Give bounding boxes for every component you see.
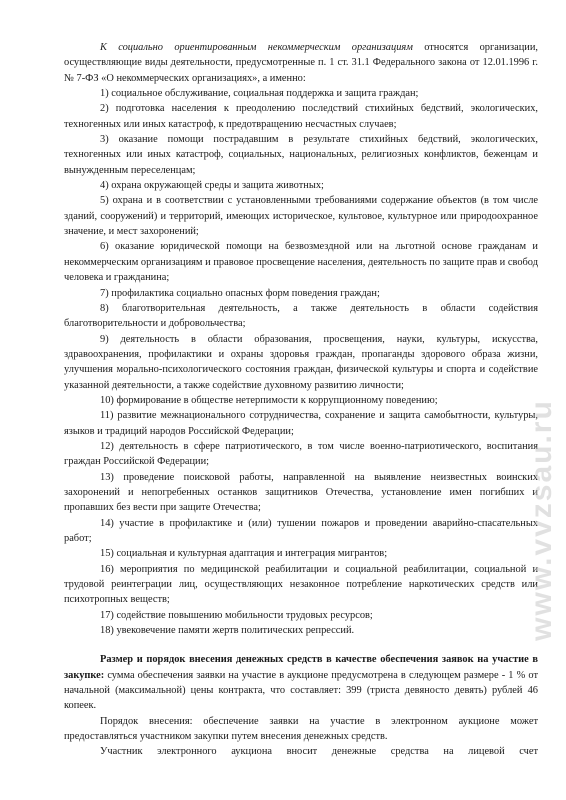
list-item: 12) деятельность в сфере патриотического, в том числе военно-патриотического, воспитания граждан Российской Федерации;: [64, 440, 538, 468]
intro-paragraph: [64, 40, 538, 86]
list-item: 5) охрана и в соответствии с установленными требованиями содержание объектов (в том числе зданий, сооружений) и территорий, имеющих историческое, культовое, культурное или природоохранное значение, и мест захоронений;: [64, 195, 538, 238]
list-item: 7) профилактика социально опасных форм поведения граждан;: [100, 287, 380, 299]
security-heading: Размер и порядок внесения денежных средств в качестве обеспечения заявок на участие в закупке:: [64, 654, 538, 681]
list-item: 14) участие в профилактике и (или) тушении пожаров и проведении аварийно-спасательных работ;: [64, 517, 538, 544]
list-item: 11) развитие межнационального сотрудничества, сохранение и защита самобытности, культуры, языков и традиций народов Российской Федерации;: [64, 410, 538, 437]
list-item: 15) социальная и культурная адаптация и интеграция мигрантов;: [100, 548, 388, 560]
watermark-text: www.vvzsau.ru: [525, 399, 558, 641]
list-item: 17) содействие повышению мобильности трудовых ресурсов;: [100, 609, 373, 621]
list-item: 4) охрана окружающей среды и защита животных;: [100, 180, 324, 192]
section-spacer: [64, 638, 538, 652]
list-item: 10) формирование в обществе нетерпимости к коррупционному поведению;: [100, 394, 438, 406]
last-line-paragraph: Участник электронного аукциона вносит денежные средства на лицевой счет: [100, 746, 538, 758]
list-item: 13) проведение поисковой работы, направленной на выявление неизвестных воинских захоронений и непогребенных останков защитников Отечества, установление имен погибших и пропавших без вести при защите Отечества;: [64, 471, 538, 514]
activities-list: [64, 86, 538, 638]
list-item: 18) увековечение памяти жертв политических репрессий.: [100, 625, 355, 637]
security-paragraph: [64, 652, 538, 713]
list-item: 6) оказание юридической помощи на безвозмездной или на льготной основе гражданам и некоммерческим организациям и правовое просвещение населения, деятельность по защите прав и свобод человека и гражданина;: [64, 241, 538, 284]
document-page: [64, 40, 538, 760]
list-item: 1) социальное обслуживание, социальная поддержка и защита граждан;: [100, 88, 419, 100]
intro-italic: К социально ориентированным некоммерческим организациям: [100, 42, 413, 53]
security-text: сумма обеспечения заявки на участие в аукционе предусмотрена в следующем размере - 1 % от начальной (максимальной) цены контракта, что составляет: 399 (триста девяносто девять) рублей 46 копеек.: [64, 669, 538, 712]
list-item: 8) благотворительная деятельность, а также деятельность в области содействия благотворительности и добровольчества;: [64, 302, 538, 330]
list-item: 16) мероприятия по медицинской реабилитации и социальной реабилитации, социальной и трудовой реинтеграции лиц, осуществляющих незаконное потребление наркотических средств или психотропных веществ;: [64, 563, 538, 606]
list-item: 9) деятельность в области образования, просвещения, науки, культуры, искусства, здравоохранения, профилактики и охраны здоровья граждан, пропаганды здорового образа жизни, улучшения морально-психологического состояния граждан, физической культуры и спорта и содействие указанной деятельности, а также содействие духовному развитию личности;: [64, 333, 538, 391]
list-item: 3) оказание помощи пострадавшим в результате стихийных бедствий, экологических, техногенных или иных катастроф, социальных, национальных, религиозных конфликтов, беженцам и вынужденным переселенцам;: [64, 134, 538, 176]
list-item: 2) подготовка населения к преодолению последствий стихийных бедствий, экологических, техногенных или иных катастроф, к предотвращению несчастных случаев;: [64, 103, 538, 130]
intro-text: относятся организации, осуществляющие виды деятельности, предусмотренные п. 1 ст. 31.1 Федерального закона от 12.01.1996 г. № 7-ФЗ «О некоммерческих организациях», а именно:: [64, 42, 538, 84]
procedure-paragraph: Порядок внесения: обеспечение заявки на участие в электронном аукционе может предоставляться участником закупки путем внесения денежных средств.: [64, 715, 538, 743]
